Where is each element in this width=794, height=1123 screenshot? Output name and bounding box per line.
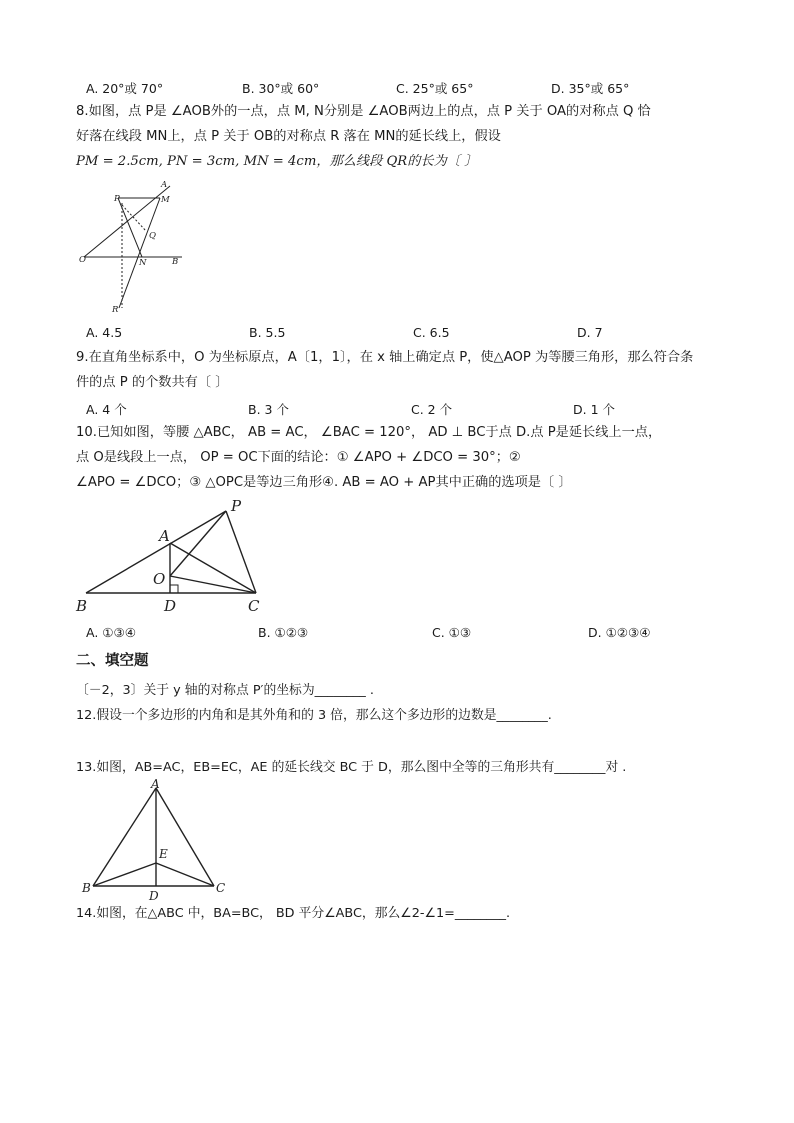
- q9-option-a: A. 4 个: [86, 402, 127, 417]
- q10-option-d: D. ①②③④: [588, 625, 651, 640]
- q8-option-d: D. 7: [577, 325, 603, 340]
- q10-option-c: C. ①③: [432, 625, 472, 640]
- q10-seg-op: [170, 511, 226, 576]
- q13-seg-be: [93, 863, 156, 886]
- q13-label-a: A: [151, 777, 160, 791]
- q11-text: 〔－2，3〕关于 y 轴的对称点 P′的坐标为________ .: [76, 683, 374, 698]
- q8-text-line3: PM = 2.5cm, PN = 3cm, MN = 4cm，那么线段 QR的长为〔 〕: [76, 154, 478, 169]
- q10-options: [86, 625, 726, 643]
- q10-seg-oc: [170, 576, 256, 593]
- q10-option-b: B. ①②③: [258, 625, 309, 640]
- q10-text-line2: 点 O是线段上一点， OP = OC下面的结论：① ∠APO + ∠DCO = 30°；②: [76, 450, 521, 465]
- q8-label-a: A: [161, 180, 168, 190]
- q9-option-c: C. 2 个: [411, 402, 453, 417]
- q10-label-c: C: [248, 597, 260, 615]
- q14-text: 14.如图，在△ABC 中，BA=BC， BD 平分∠ABC，那么∠2-∠1=________.: [76, 906, 511, 921]
- q9-text-line1: 9.在直角坐标系中，O 为坐标原点，A〔1，1〕，在 x 轴上确定点 P，使△AOP 为等腰三角形，那么符合条: [76, 350, 694, 365]
- q13-seg-ec: [156, 863, 214, 886]
- q10-label-p: P: [231, 497, 242, 515]
- q7-option-c: C. 25°或 65°: [396, 81, 474, 96]
- q13-label-b: B: [82, 881, 91, 895]
- q8-option-a: A. 4.5: [86, 325, 123, 340]
- q10-right-angle-mark: [170, 585, 178, 593]
- q10-label-a: A: [159, 527, 170, 545]
- q10-seg-pc: [226, 511, 256, 593]
- q10-option-a: A. ①③④: [86, 625, 136, 640]
- q8-ray-oa: [84, 186, 170, 257]
- q13-label-d: D: [149, 889, 159, 902]
- q9-option-d: D. 1 个: [573, 402, 615, 417]
- q8-label-n: N: [139, 258, 147, 268]
- q7-option-a: A. 20°或 70°: [86, 81, 164, 96]
- q10-seg-ac: [170, 543, 256, 593]
- q10-text-line1: 10.已知如图，等腰 △ABC， AB = AC， ∠BAC = 120°， AD ⊥ BC于点 D.点 P是延长线上一点，: [76, 425, 662, 440]
- q7-option-b: B. 30°或 60°: [242, 81, 320, 96]
- q8-label-o: O: [79, 255, 86, 265]
- q12-text: 12.假设一个多边形的内角和是其外角和的 3 倍，那么这个多边形的边数是________.: [76, 708, 552, 723]
- q13-seg-ac: [156, 788, 214, 886]
- q8-label-q: Q: [149, 231, 156, 241]
- q8-text-line2: 好落在线段 MN上，点 P 关于 OB的对称点 R 落在 MN的延长线上，假设: [76, 129, 501, 144]
- q13-figure: [78, 776, 228, 902]
- q8-option-c: C. 6.5: [413, 325, 450, 340]
- q8-text-line1: 8.如图，点 P是 ∠AOB外的一点，点 M, N分别是 ∠AOB两边上的点，点 P 关于 OA的对称点 Q 恰: [76, 104, 651, 119]
- q10-text-line3: ∠APO = ∠DCO；③ △OPC是等边三角形④. AB = AO + AP其中正确的选项是〔 〕: [76, 475, 572, 490]
- q13-label-e: E: [159, 847, 168, 861]
- q8-option-b: B. 5.5: [249, 325, 286, 340]
- q8-options: [86, 325, 726, 343]
- q8-label-r: R: [112, 305, 119, 315]
- q9-option-b: B. 3 个: [248, 402, 289, 417]
- q8-label-p: P: [114, 194, 120, 204]
- q10-label-d: D: [164, 597, 177, 615]
- q10-label-o: O: [153, 570, 166, 588]
- q13-seg-ab: [93, 788, 156, 886]
- q8-label-m: M: [161, 195, 170, 205]
- q7-options: [86, 79, 726, 97]
- q9-text-line2: 件的点 P 的个数共有〔 〕: [76, 375, 229, 390]
- q7-option-d: D. 35°或 65°: [551, 81, 630, 96]
- section-title-fill-in: 二、填空题: [76, 653, 149, 669]
- q13-label-c: C: [216, 881, 226, 895]
- q10-label-b: B: [76, 597, 88, 615]
- q8-label-b: B: [172, 257, 179, 267]
- q13-text: 13.如图，AB=AC，EB=EC，AE 的延长线交 BC 于 D，那么图中全等的三角形共有________对 .: [76, 760, 627, 775]
- q9-options: [86, 400, 726, 418]
- q8-figure: [76, 176, 196, 318]
- q10-figure: [74, 496, 274, 618]
